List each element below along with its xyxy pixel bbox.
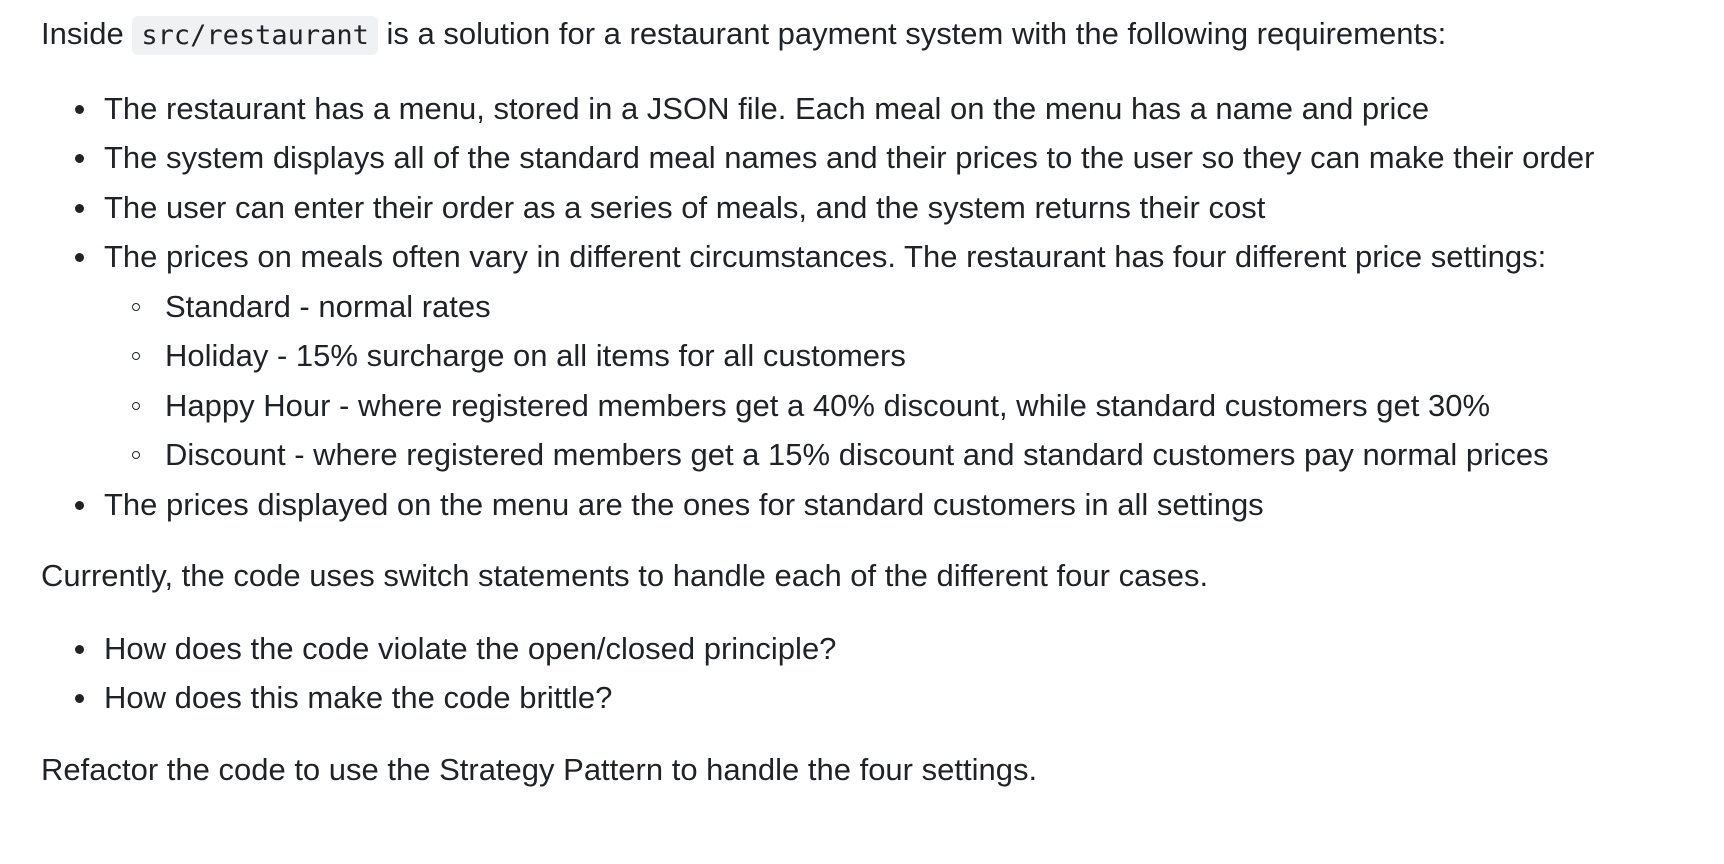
- bullet-dot-icon: [75, 645, 84, 654]
- bullet-circle-icon: [132, 303, 140, 311]
- bullet-dot-icon: [75, 154, 84, 163]
- intro-paragraph: [41, 9, 1701, 61]
- bullet-dot-icon: [75, 694, 84, 703]
- price-setting-text: Happy Hour - where registered members get a 40% discount, while standard customers get 30%: [165, 387, 1491, 423]
- bullet-dot-icon: [75, 204, 84, 213]
- price-setting-text: Holiday - 15% surcharge on all items for all customers: [165, 338, 906, 373]
- bullet-circle-icon: [132, 402, 140, 410]
- question-text: How does the code violate the open/closed principle?: [104, 630, 837, 666]
- bullet-dot-icon: [75, 501, 84, 510]
- intro-text-after: is a solution for a restaurant payment system with the following requirements:: [377, 16, 1447, 51]
- question-text: How does this make the code brittle?: [104, 680, 613, 715]
- requirement-text: The prices displayed on the menu are the ones for standard customers in all settings: [104, 486, 1264, 522]
- question-item: [41, 673, 1701, 723]
- requirement-item: [41, 84, 1701, 134]
- questions-list: [41, 624, 1701, 723]
- bullet-circle-icon: [132, 451, 140, 459]
- requirement-item: [41, 232, 1701, 480]
- inline-code-path: src/restaurant: [132, 16, 378, 55]
- price-setting-text: Discount - where registered members get a 15% discount and standard customers pay normal prices: [165, 437, 1549, 472]
- requirements-list: [41, 84, 1701, 530]
- price-setting-item: [104, 282, 1701, 332]
- requirement-item: [41, 133, 1701, 183]
- price-setting-text: Standard - normal rates: [165, 288, 491, 324]
- price-setting-item: [104, 331, 1701, 381]
- requirement-item: [41, 480, 1701, 530]
- question-item: [41, 624, 1701, 674]
- price-setting-item: [104, 430, 1701, 480]
- price-setting-item: [104, 381, 1701, 431]
- task-paragraph: Refactor the code to use the Strategy Pattern to handle the four settings.: [41, 751, 1038, 787]
- current-state-paragraph: Currently, the code uses switch statements to handle each of the different four cases.: [41, 558, 1209, 593]
- intro-text-before: Inside: [41, 16, 133, 51]
- bullet-dot-icon: [75, 105, 84, 114]
- price-settings-list: [104, 282, 1701, 480]
- bullet-circle-icon: [132, 352, 140, 360]
- requirement-text: The system displays all of the standard meal names and their prices to the user so they can make their order: [104, 140, 1595, 175]
- requirement-text: The user can enter their order as a series of meals, and the system returns their cost: [104, 189, 1266, 225]
- requirement-text: The restaurant has a menu, stored in a JSON file. Each meal on the menu has a name and price: [104, 90, 1430, 126]
- requirement-item: [41, 183, 1701, 233]
- bullet-dot-icon: [75, 253, 84, 262]
- document-body: [41, 0, 1701, 794]
- requirement-text: The prices on meals often vary in different circumstances. The restaurant has four different price settings:: [104, 239, 1547, 274]
